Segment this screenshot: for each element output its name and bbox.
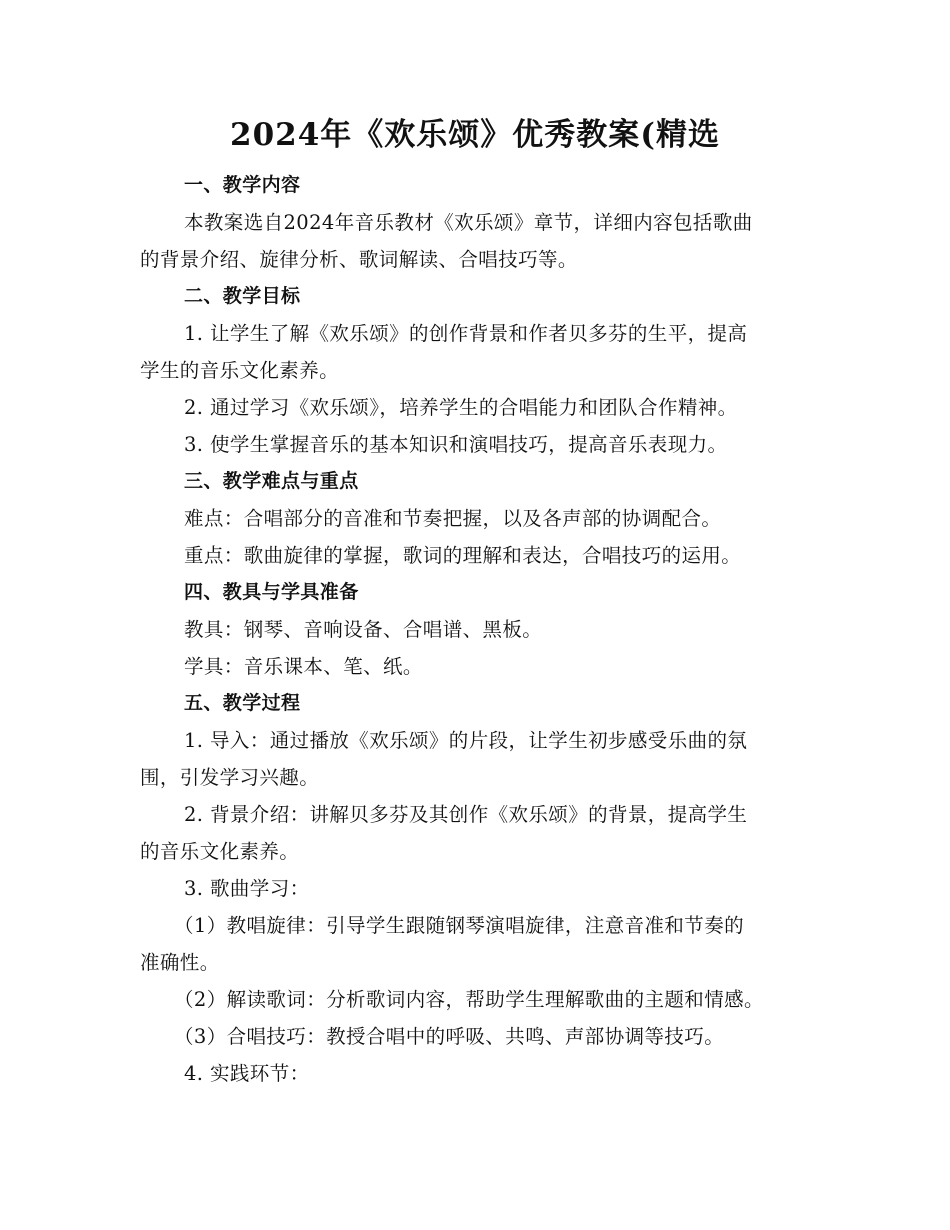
paragraph-line: 3. 歌曲学习： xyxy=(184,877,310,900)
section-heading-process: 五、教学过程 xyxy=(184,692,301,714)
paragraph-line: 的背景介绍、旋律分析、歌词解读、合唱技巧等。 xyxy=(140,248,578,271)
paragraph-line: 2. 通过学习《欢乐颂》，培养学生的合唱能力和团队合作精神。 xyxy=(184,396,738,419)
section-heading-goals: 二、教学目标 xyxy=(184,285,301,307)
paragraph-line: 3. 使学生掌握音乐的基本知识和演唱技巧，提高音乐表现力。 xyxy=(184,433,728,456)
paragraph-line: 学具：音乐课本、笔、纸。 xyxy=(184,655,423,678)
paragraph-line: 1. 让学生了解《欢乐颂》的创作背景和作者贝多芬的生平，提高 xyxy=(184,322,748,345)
paragraph-line: 2. 背景介绍：讲解贝多芬及其创作《欢乐颂》的背景，提高学生 xyxy=(184,803,748,826)
paragraph-line: 1. 导入：通过播放《欢乐颂》的片段，让学生初步感受乐曲的氛 xyxy=(184,729,748,752)
section-heading-materials: 四、教具与学具准备 xyxy=(184,581,359,603)
section-heading-difficulties: 三、教学难点与重点 xyxy=(184,470,359,492)
paragraph-line: （1）教唱旋律：引导学生跟随钢琴演唱旋律，注意音准和节奏的 xyxy=(174,914,745,937)
paragraph-line: 4. 实践环节： xyxy=(184,1062,310,1085)
paragraph-line: （3）合唱技巧：教授合唱中的呼吸、共鸣、声部协调等技巧。 xyxy=(174,1025,725,1048)
paragraph-line: 围，引发学习兴趣。 xyxy=(140,766,320,789)
section-heading-content: 一、教学内容 xyxy=(184,174,301,196)
paragraph-line: 学生的音乐文化素养。 xyxy=(140,359,340,382)
paragraph-line: 的音乐文化素养。 xyxy=(140,840,300,863)
paragraph-line: 准确性。 xyxy=(140,951,220,974)
paragraph-line: 难点：合唱部分的音准和节奏把握，以及各声部的协调配合。 xyxy=(184,507,722,530)
paragraph-line: 本教案选自2024年音乐教材《欢乐颂》章节，详细内容包括歌曲 xyxy=(184,211,753,234)
paragraph-line: 教具：钢琴、音响设备、合唱谱、黑板。 xyxy=(184,618,543,641)
document-body xyxy=(140,167,810,1092)
paragraph-line: （2）解读歌词：分析歌词内容，帮助学生理解歌曲的主题和情感。 xyxy=(174,988,764,1011)
paragraph-line: 重点：歌曲旋律的掌握，歌词的理解和表达，合唱技巧的运用。 xyxy=(184,544,742,567)
document-title: 2024年《欢乐颂》优秀教案(精选 xyxy=(230,117,720,153)
